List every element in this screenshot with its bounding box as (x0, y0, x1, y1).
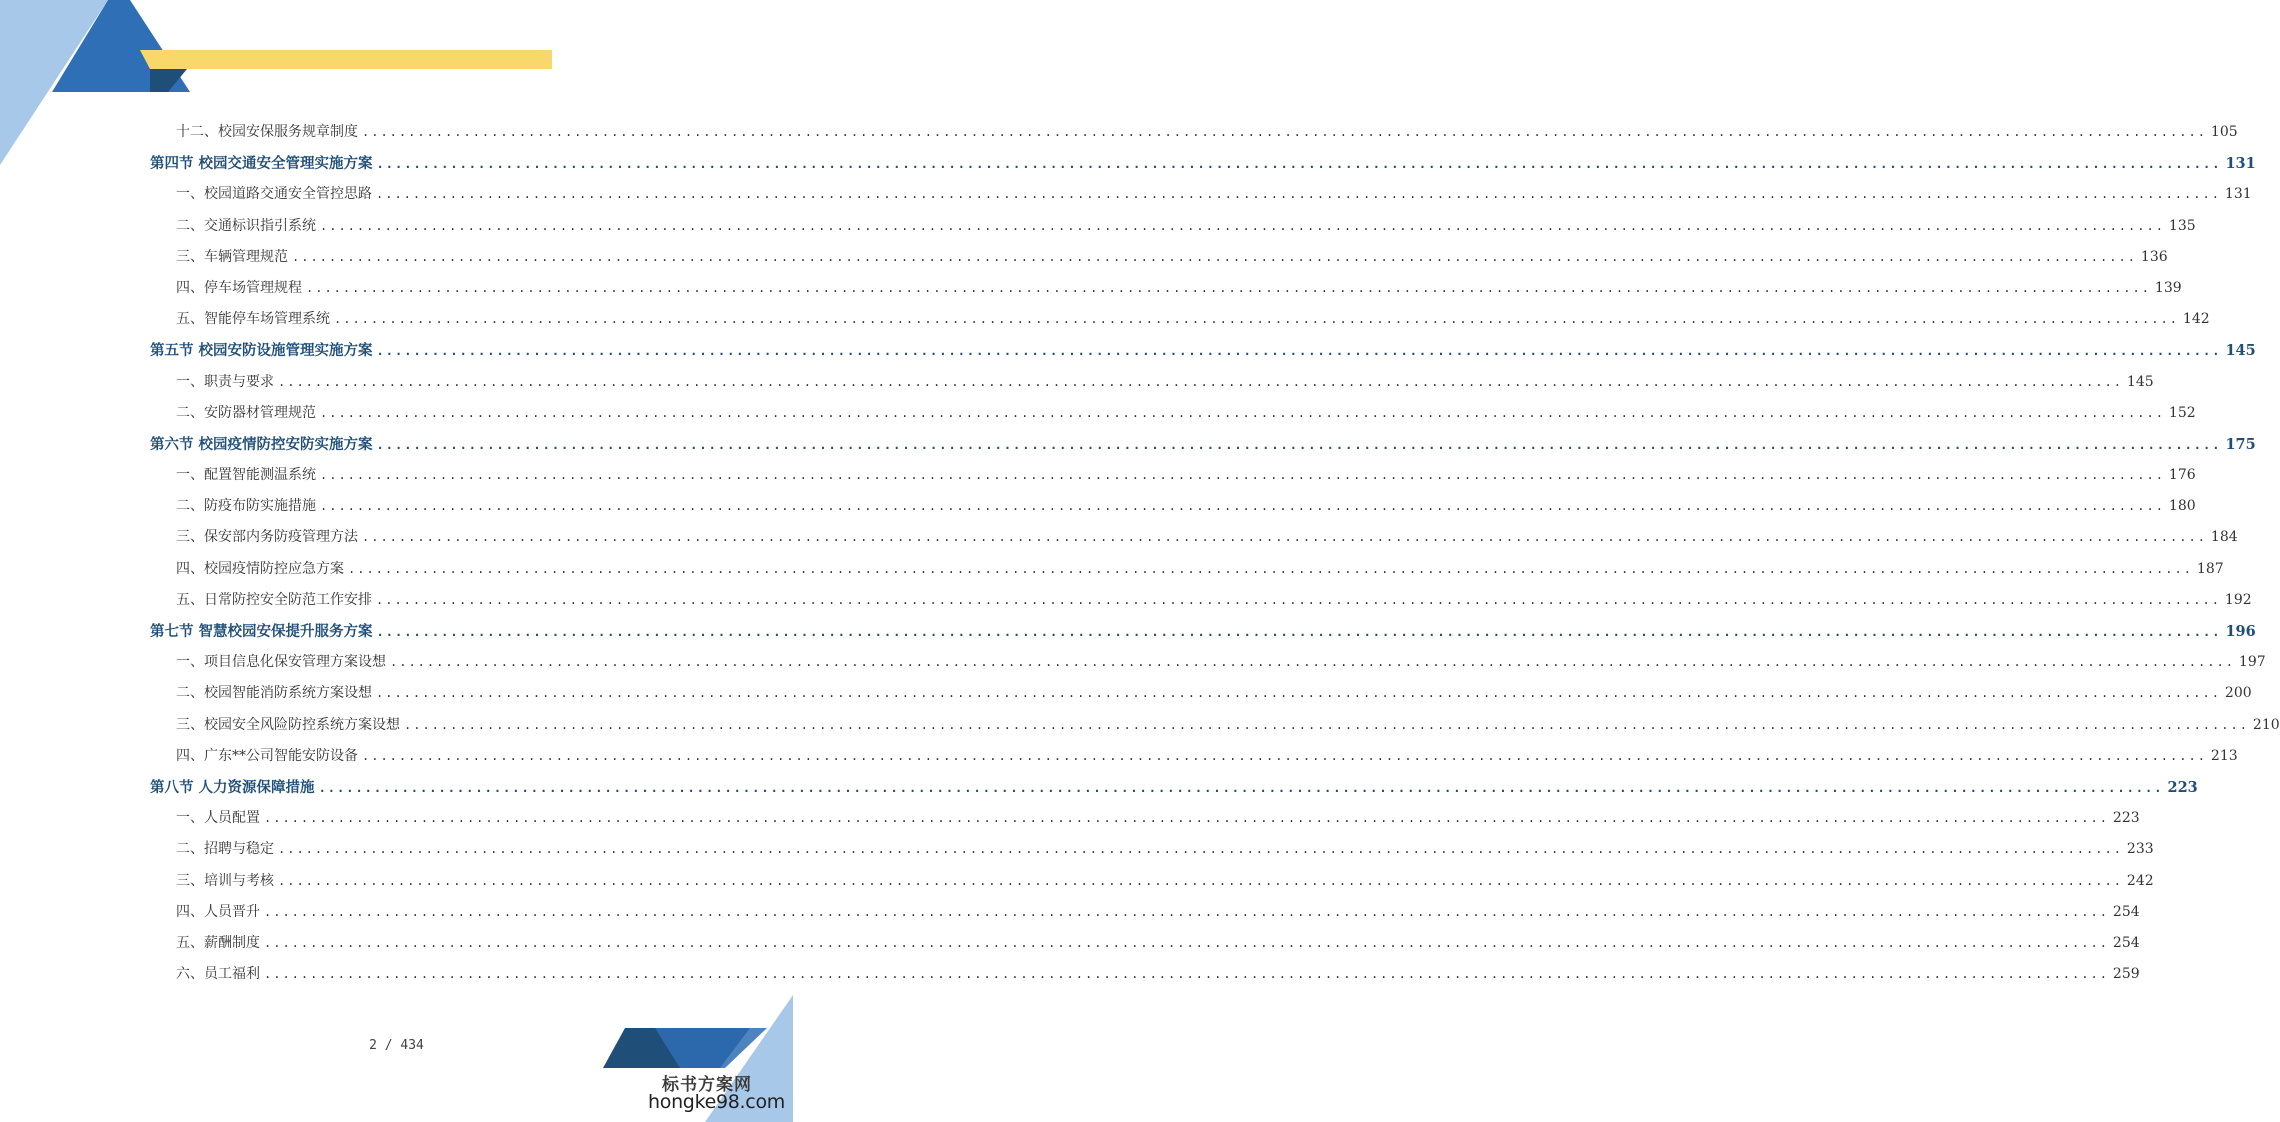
toc-entry-page: 180 (2168, 498, 2196, 515)
toc-entry-title: 四、人员晋升 (176, 903, 260, 920)
toc-entry-title: 第五节 校园安防设施管理实施方案 (150, 342, 373, 360)
toc-entry-row[interactable] (150, 682, 2252, 713)
toc-entry-title: 六、员工福利 (176, 966, 260, 983)
toc-section-row[interactable] (150, 339, 2256, 370)
dot-leader: ........................................................................................................................................................................................................ (264, 811, 2109, 826)
toc-entry-page: 145 (2225, 342, 2256, 360)
toc-entry-row[interactable] (150, 371, 2154, 402)
toc-entry-page: 131 (2225, 155, 2256, 173)
toc-entry-title: 一、职责与要求 (176, 373, 274, 390)
toc-entry-page: 136 (2140, 248, 2168, 265)
dot-leader: ........................................................................................................................................................................................................ (390, 655, 2235, 670)
toc-entry-title: 一、校园道路交通安全管控思路 (176, 186, 372, 203)
toc-entry-title: 一、人员配置 (176, 810, 260, 827)
toc-entry-page: 233 (2126, 841, 2154, 858)
toc-entry-row[interactable] (150, 526, 2238, 557)
toc-entry-row[interactable] (150, 838, 2154, 869)
dot-leader: ........................................................................................................................................................................................................ (376, 437, 2222, 452)
yellow-bar (140, 50, 552, 69)
dot-leader: ........................................................................................................................................................................................................ (334, 312, 2179, 327)
toc-entry-page: 197 (2238, 654, 2266, 671)
toc-entry-title: 五、薪酬制度 (176, 934, 260, 951)
dot-leader: ........................................................................................................................................................................................................ (376, 157, 2222, 172)
toc-entry-row[interactable] (150, 901, 2140, 932)
dot-leader: ........................................................................................................................................................................................................ (404, 717, 2249, 732)
dot-leader: ........................................................................................................................................................................................................ (348, 561, 2193, 576)
toc-entry-page: 210 (2252, 716, 2280, 733)
toc-entry-title: 五、智能停车场管理系统 (176, 311, 330, 328)
toc-entry-title: 一、项目信息化保安管理方案设想 (176, 654, 386, 671)
toc-section-row[interactable] (150, 776, 2198, 807)
toc-entry-page: 175 (2225, 435, 2256, 453)
dot-leader: ........................................................................................................................................................................................................ (264, 904, 2109, 919)
toc-entry-page: 176 (2168, 467, 2196, 484)
toc-entry-page: 142 (2182, 311, 2210, 328)
toc-entry-title: 二、安防器材管理规范 (176, 404, 316, 421)
toc-entry-row[interactable] (150, 963, 2140, 994)
dot-leader: ........................................................................................................................................................................................................ (362, 748, 2207, 763)
dot-leader: ........................................................................................................................................................................................................ (264, 967, 2109, 982)
toc-entry-title: 一、配置智能测温系统 (176, 467, 316, 484)
toc-entry-page: 187 (2196, 560, 2224, 577)
toc-entry-row[interactable] (150, 277, 2182, 308)
toc-entry-title: 第八节 人力资源保障措施 (150, 778, 315, 796)
dot-leader: ........................................................................................................................................................................................................ (362, 125, 2207, 139)
toc-entry-title: 第六节 校园疫情防控安防实施方案 (150, 435, 373, 453)
toc-entry-row[interactable] (150, 464, 2196, 495)
toc-entry-row[interactable] (150, 745, 2238, 776)
toc-entry-title: 三、校园安全风险防控系统方案设想 (176, 716, 400, 733)
dot-leader: ........................................................................................................................................................................................................ (376, 625, 2222, 639)
toc-entry-title: 四、广东**公司智能安防设备 (176, 747, 358, 764)
dot-leader: ........................................................................................................................................................................................................ (320, 218, 2165, 233)
toc-entry-row[interactable] (150, 495, 2196, 526)
dot-leader: ........................................................................................................................................................................................................ (320, 468, 2165, 483)
dot-leader: ........................................................................................................................................................................................................ (376, 187, 2221, 202)
dot-leader: ........................................................................................................................................................................................................ (320, 499, 2165, 514)
toc-entry-row[interactable] (150, 121, 2238, 152)
dot-leader: ........................................................................................................................................................................................................ (376, 592, 2221, 607)
page-number: 2 / 434 (369, 1038, 424, 1053)
toc-entry-page: 223 (2112, 810, 2140, 827)
toc-entry-title: 第四节 校园交通安全管理实施方案 (150, 155, 373, 173)
toc-entry-row[interactable] (150, 246, 2168, 277)
toc-entry-title: 三、车辆管理规范 (176, 248, 288, 265)
dot-leader: ........................................................................................................................................................................................................ (306, 280, 2151, 295)
toc-entry-row[interactable] (150, 183, 2252, 214)
toc-entry-page: 223 (2167, 778, 2198, 796)
toc-entry-row[interactable] (150, 215, 2196, 246)
toc-entry-title: 十二、校园安保服务规章制度 (176, 124, 358, 140)
toc-entry-row[interactable] (150, 589, 2252, 620)
toc-section-row[interactable] (150, 152, 2256, 183)
toc-entry-title: 二、招聘与稳定 (176, 841, 274, 858)
toc-entry-page: 213 (2210, 747, 2238, 764)
dot-leader: ........................................................................................................................................................................................................ (320, 405, 2165, 420)
toc-entry-page: 200 (2224, 685, 2252, 702)
toc-entry-title: 四、停车场管理规程 (176, 279, 302, 296)
toc-entry-page: 254 (2112, 934, 2140, 951)
toc-entry-title: 五、日常防控安全防范工作安排 (176, 591, 372, 608)
toc-entry-row[interactable] (150, 807, 2140, 838)
toc-entry-row[interactable] (150, 308, 2210, 339)
toc-entry-title: 三、培训与考核 (176, 872, 274, 889)
dot-leader: ........................................................................................................................................................................................................ (278, 374, 2123, 389)
dot-leader: ........................................................................................................................................................................................................ (376, 344, 2222, 359)
toc-entry-title: 二、交通标识指引系统 (176, 217, 316, 234)
toc-entry-page: 131 (2224, 186, 2252, 203)
toc-entry-page: 196 (2225, 623, 2256, 640)
toc-entry-row[interactable] (150, 651, 2266, 682)
toc-entry-title: 第七节 智慧校园安保提升服务方案 (150, 623, 373, 640)
dot-leader: ........................................................................................................................................................................................................ (376, 686, 2221, 701)
toc-entry-title: 二、防疫布防实施措施 (176, 498, 316, 515)
table-of-contents (150, 121, 2280, 994)
toc-entry-row[interactable] (150, 932, 2140, 963)
dot-leader: ........................................................................................................................................................................................................ (264, 935, 2109, 950)
toc-entry-page: 105 (2210, 124, 2238, 140)
toc-entry-title: 二、校园智能消防系统方案设想 (176, 685, 372, 702)
toc-entry-row[interactable] (150, 558, 2224, 589)
dot-leader: ........................................................................................................................................................................................................ (278, 873, 2123, 888)
toc-entry-page: 152 (2168, 404, 2196, 421)
toc-entry-page: 145 (2126, 373, 2154, 390)
toc-entry-page: 184 (2210, 529, 2238, 546)
watermark-name: 标书方案网 (662, 1075, 752, 1095)
dot-leader: ........................................................................................................................................................................................................ (292, 249, 2137, 264)
toc-entry-page: 139 (2154, 279, 2182, 296)
dot-leader: ........................................................................................................................................................................................................ (278, 842, 2123, 857)
toc-entry-title: 四、校园疫情防控应急方案 (176, 560, 344, 577)
toc-entry-row[interactable] (150, 870, 2154, 901)
toc-entry-page: 192 (2224, 591, 2252, 608)
toc-entry-row[interactable] (150, 402, 2196, 433)
toc-entry-page: 242 (2126, 872, 2154, 889)
toc-entry-page: 135 (2168, 217, 2196, 234)
dot-leader: ........................................................................................................................................................................................................ (318, 780, 2164, 795)
dot-leader: ........................................................................................................................................................................................................ (362, 530, 2207, 545)
toc-entry-row[interactable] (150, 714, 2280, 745)
watermark-url: hongke98.com (648, 1091, 785, 1113)
toc-section-row[interactable] (150, 620, 2256, 651)
toc-entry-page: 259 (2112, 966, 2140, 983)
toc-entry-page: 254 (2112, 903, 2140, 920)
toc-section-row[interactable] (150, 433, 2256, 464)
toc-entry-title: 三、保安部内务防疫管理方法 (176, 529, 358, 546)
